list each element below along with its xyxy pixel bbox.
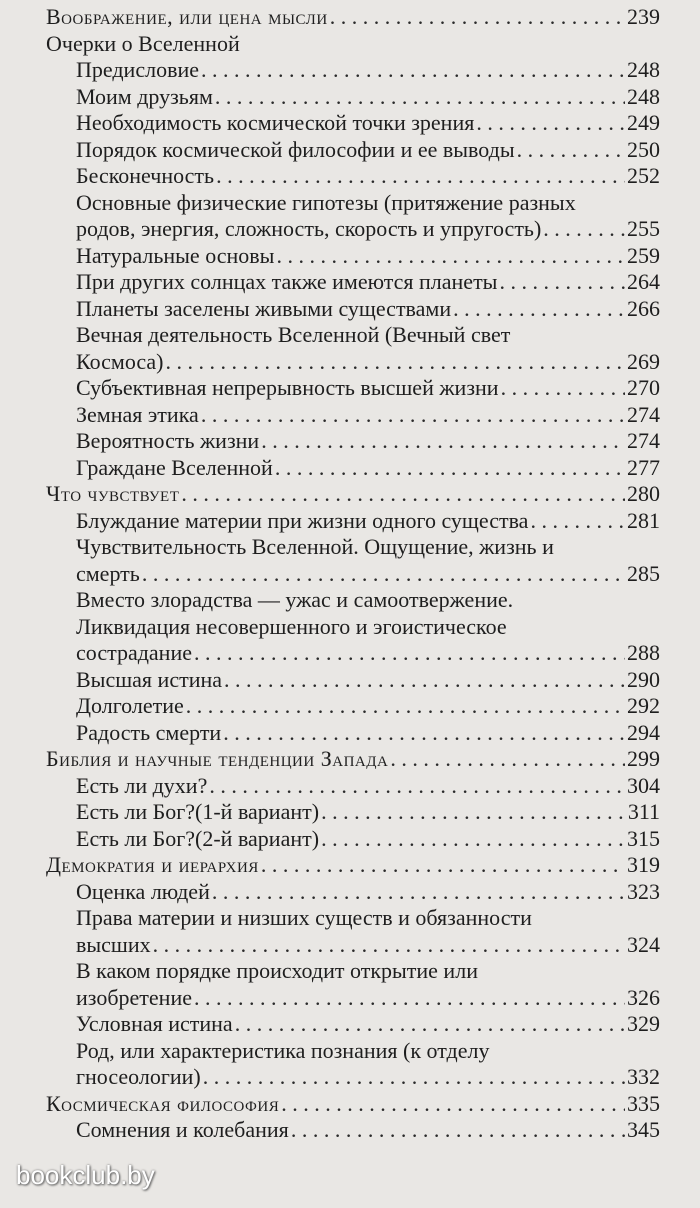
toc-page-number: 248 [627,83,660,109]
toc-entry [76,799,660,826]
leader-dots [194,985,625,1011]
toc-title: При других солнцах также имеются планеты [76,269,498,294]
toc-title: Очерки о Вселенной [46,30,240,56]
toc-line [76,640,660,667]
leader-dots [194,640,625,666]
toc-page-number: 290 [627,666,660,692]
toc-title: Вместо злорадства — ужас и самоотвержение. [76,587,514,612]
toc-title: смерть [76,560,140,586]
toc-entry [76,905,660,958]
toc-line [76,375,660,402]
toc-title: Граждане Вселенной [76,454,273,480]
toc-title: Планеты заселены живыми существами [76,295,452,321]
leader-dots [291,1117,625,1143]
toc-page-number: 270 [627,375,660,400]
toc-page-number: 280 [627,481,660,506]
toc-title: изобретение [76,984,192,1010]
toc-line [76,84,660,111]
leader-dots [181,481,625,507]
toc-line [46,481,660,508]
toc-line [76,402,660,429]
toc-title: Условная истина [76,1011,233,1036]
toc-entry [76,1011,660,1038]
toc-page-number: 266 [627,295,660,321]
toc-line [76,190,660,217]
toc-title: Необходимость космической точки зрения [76,110,475,135]
toc-line [46,1091,660,1118]
leader-dots [235,1011,625,1037]
toc-line [46,4,660,31]
toc-line [76,296,660,323]
toc-entry [76,190,660,243]
toc-entry [76,243,660,270]
toc-title: Предисловие [76,57,199,82]
leader-dots [203,1064,625,1090]
toc-page-number: 345 [627,1117,660,1142]
toc-title: гносеологии) [76,1064,201,1089]
leader-dots [476,110,625,136]
toc-page-number: 326 [627,984,660,1010]
leader-dots [530,508,625,534]
toc-title: Высшая истина [76,666,223,692]
toc-entry [76,455,660,482]
toc-line [76,879,660,906]
toc-title: высших [76,931,151,957]
toc-entry [76,57,660,84]
toc-title: Что чувствует [46,481,180,506]
toc-title: Основные физические гипотезы (притяжение разных [76,189,576,215]
toc-entry [76,720,660,747]
toc-title: Демократия и иерархия [46,852,259,877]
toc-line [76,720,660,747]
toc-page-number: 274 [627,428,660,453]
toc-line [76,1117,660,1144]
toc-entry [76,269,660,296]
toc-line [76,455,660,482]
leader-dots [201,57,625,83]
toc-line [76,137,660,164]
toc-line [76,958,660,985]
leader-dots [499,269,625,295]
toc-line [76,1064,660,1091]
toc-line [46,746,660,773]
leader-dots [276,243,625,269]
toc-line [76,614,660,641]
leader-dots [165,349,625,375]
toc-title: Бесконечность [76,163,215,188]
toc-title: Род, или характеристика познания (к отделу [76,1037,490,1063]
toc-title: Вероятность жизни [76,428,260,453]
toc-page-number: 292 [627,693,660,718]
toc-section [46,852,660,879]
toc-page-number: 252 [627,163,660,188]
leader-dots [215,84,625,110]
toc-section [46,481,660,508]
toc-title: В каком порядке происходит открытие или [76,958,478,983]
toc-entry [76,1038,660,1091]
toc-entry [76,879,660,906]
toc-line [76,799,660,826]
toc-line [76,534,660,561]
toc-line [76,561,660,588]
toc-page-number: 255 [627,216,660,241]
toc-line [76,1011,660,1038]
toc-entry [76,322,660,375]
toc-page-number: 329 [627,1011,660,1036]
toc-entry [76,375,660,402]
toc-title: Вечная деятельность Вселенной (Вечный свет [76,322,511,347]
leader-dots [261,428,625,454]
toc-title: Субъективная непрерывность высшей жизни [76,375,499,400]
toc-page-number: 335 [627,1090,660,1116]
toc-title: сострадание [76,640,192,665]
toc-page-number: 288 [627,640,660,665]
toc-title: Есть ли Бог?(2-й вариант) [76,825,320,851]
leader-dots [330,4,625,30]
leader-dots [216,163,625,189]
toc-line [76,1038,660,1065]
toc-line [76,428,660,455]
toc-entry [76,614,660,667]
toc-title: Порядок космической философии и ее выводы [76,136,515,162]
toc-line [76,932,660,959]
toc-page-number: 304 [627,772,660,798]
toc-page-number: 332 [627,1064,660,1089]
toc-page-number: 323 [627,878,660,904]
toc-line [76,693,660,720]
toc-title: Воображение, или цена мысли [46,4,328,29]
toc-page-number: 264 [627,269,660,294]
toc-page-number: 299 [627,746,660,771]
toc-entry [76,163,660,190]
leader-dots [281,1091,625,1117]
leader-dots [201,402,625,428]
toc-title: Блуждание материи при жизни одного существа [76,507,529,533]
toc-line [76,587,660,614]
toc-entry [76,1117,660,1144]
leader-dots [517,137,625,163]
leader-dots [275,455,625,481]
toc-title: Натуральные основы [76,242,275,268]
toc-line [76,349,660,376]
watermark: bookclub.by [16,1160,155,1190]
leader-dots [212,879,625,905]
toc-title: родов, энергия, сложность, скорость и упругость) [76,216,542,241]
toc-line [76,773,660,800]
toc-title: Оценка людей [76,878,210,904]
toc-section [46,746,660,773]
toc-title: Права материи и низших существ и обязанности [76,905,532,930]
toc-page-number: 319 [627,852,660,877]
toc-section [46,1091,660,1118]
toc-line [76,508,660,535]
toc-title: Космоса) [76,348,164,374]
toc-page-number: 248 [627,57,660,82]
toc-entry [76,402,660,429]
toc-title: Земная этика [76,401,199,427]
toc-entry [76,428,660,455]
toc-line [76,57,660,84]
toc-page-number: 269 [627,348,660,374]
toc-line [76,243,660,270]
toc-line [76,985,660,1012]
toc-page-number: 274 [627,401,660,427]
toc-title: Моим друзьям [76,83,213,109]
toc-page-number: 250 [627,136,660,162]
toc-entry [76,667,660,694]
toc-page-number: 285 [627,560,660,586]
toc-page-number: 294 [627,719,660,745]
toc-page-number: 324 [627,931,660,957]
toc-entry [76,110,660,137]
toc-page-number: 249 [627,110,660,135]
toc-section [46,4,660,31]
toc-title: Библия и научные тенденции Запада [46,746,389,771]
toc-page-number: 277 [627,454,660,480]
toc-entry [76,508,660,535]
leader-dots [224,667,625,693]
leader-dots [223,720,625,746]
toc-entry [76,84,660,111]
toc-entry [76,534,660,587]
toc-title: Ликвидация несовершенного и эгоистическое [76,613,507,639]
leader-dots [543,216,625,242]
leader-dots [390,746,625,772]
toc-entry [76,773,660,800]
toc-title: Есть ли Бог?(1-й вариант) [76,799,320,824]
leader-dots [453,296,625,322]
toc-line [76,269,660,296]
leader-dots [501,375,625,401]
leader-dots [209,773,625,799]
toc-line [76,216,660,243]
toc-line [46,852,660,879]
toc-section [46,31,660,58]
toc-page-number: 315 [627,825,660,851]
toc-line [76,667,660,694]
toc-line [76,110,660,137]
toc-page-number: 259 [627,242,660,268]
toc-entry [76,958,660,1011]
toc-title: Чувствительность Вселенной. Ощущение, жизнь и [76,534,554,559]
toc-line [76,163,660,190]
toc-line [46,31,660,58]
toc-entry [76,693,660,720]
leader-dots [142,561,625,587]
toc-title: Космическая философия [46,1090,280,1116]
toc-line [76,905,660,932]
leader-dots [186,693,625,719]
toc-title: Сомнения и колебания [76,1117,289,1142]
toc-line [76,322,660,349]
leader-dots [321,799,626,825]
leader-dots [321,826,625,852]
leader-dots [153,932,625,958]
toc-line [76,826,660,853]
toc-page-number: 311 [627,799,660,824]
toc-page-number: 239 [627,4,660,29]
toc-entry [76,826,660,853]
toc-title: Долголетие [76,693,184,718]
toc-entry [76,137,660,164]
toc-title: Радость смерти [76,719,222,745]
toc-title: Есть ли духи? [76,772,208,798]
toc-page-number: 281 [627,507,660,533]
leader-dots [261,852,625,878]
toc-entry [76,296,660,323]
toc-entry [76,587,660,614]
